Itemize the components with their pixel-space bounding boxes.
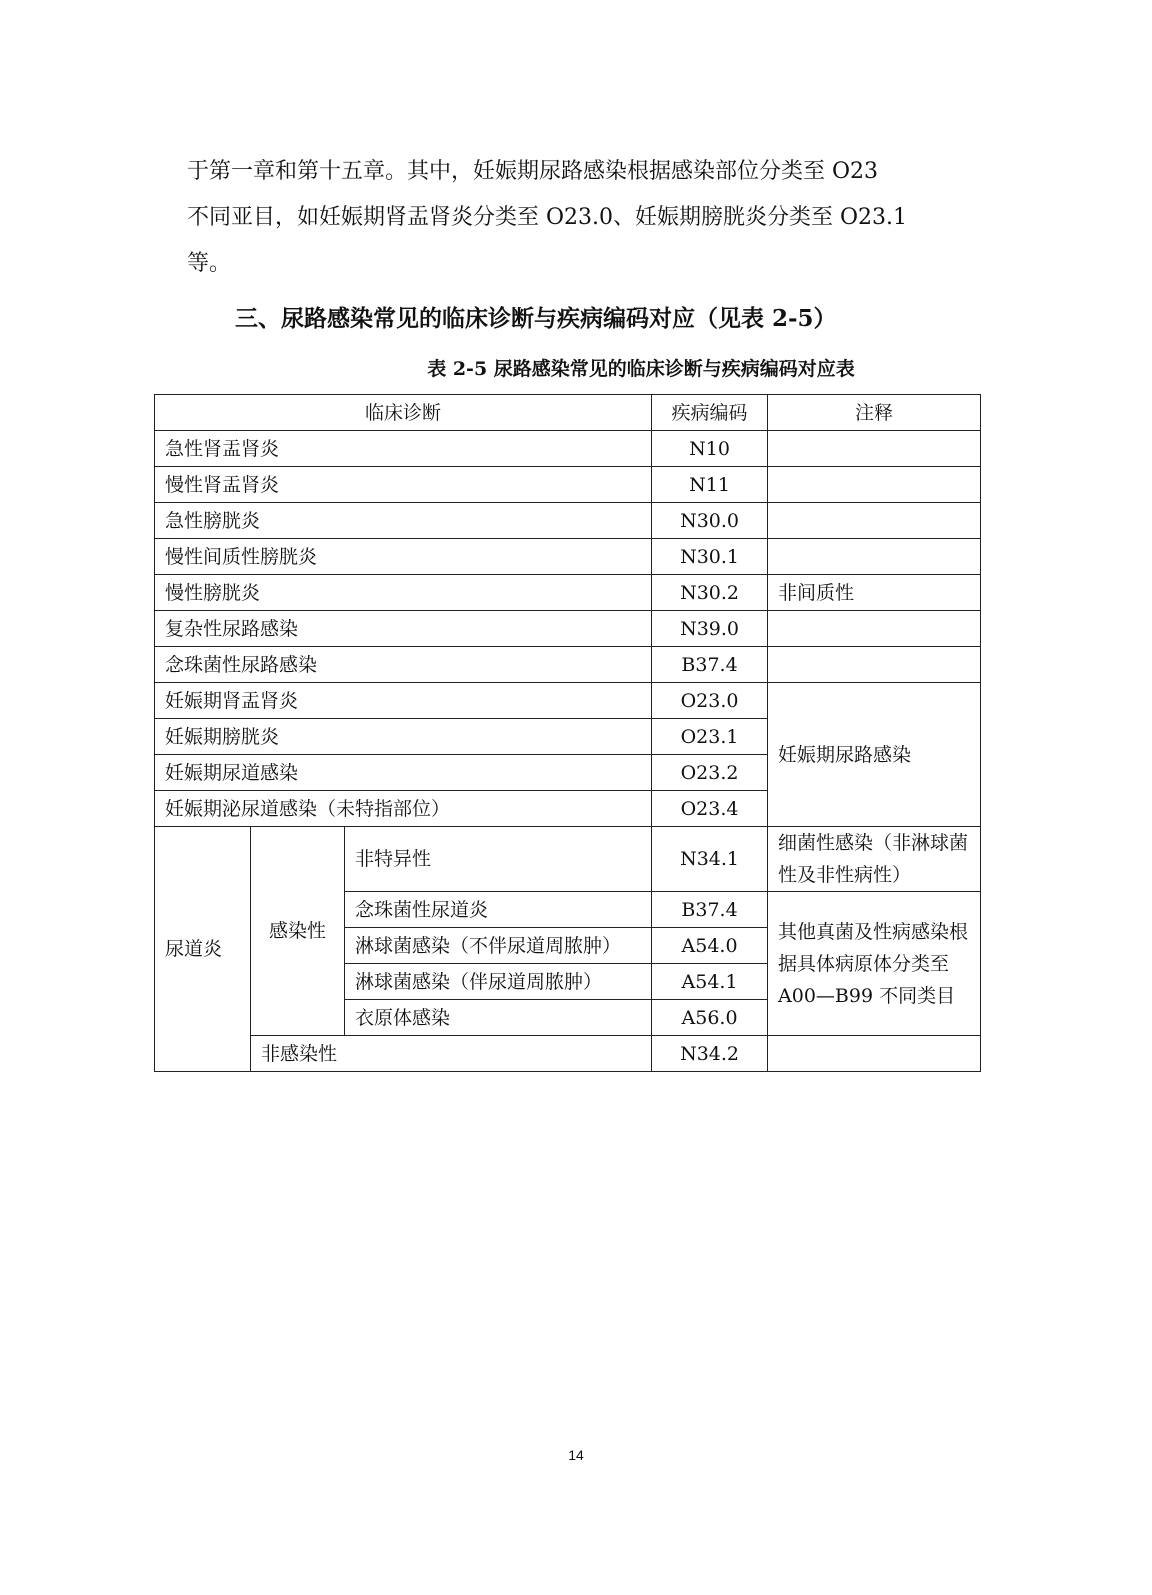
table-row (155, 683, 981, 719)
code-cell: A54.1 (652, 964, 768, 1000)
code-cell: A56.0 (652, 1000, 768, 1036)
code-cell: N10 (652, 431, 768, 467)
diagnosis-cell: 慢性膀胱炎 (155, 575, 652, 611)
header-diagnosis: 临床诊断 (155, 395, 652, 431)
note-cell: 非间质性 (768, 575, 981, 611)
code-cell: O23.1 (652, 719, 768, 755)
body-line: 于第一章和第十五章。其中，妊娠期尿路感染根据感染部位分类至 O23 (187, 159, 879, 184)
diagnosis-cell: 念珠菌性尿道炎 (345, 892, 652, 928)
diagnosis-cell: 妊娠期膀胱炎 (155, 719, 652, 755)
note-cell (768, 611, 981, 647)
code-cell: B37.4 (652, 647, 768, 683)
diagnosis-cell: 淋球菌感染（伴尿道周脓肿） (345, 964, 652, 1000)
table-row (155, 431, 981, 467)
header-code: 疾病编码 (652, 395, 768, 431)
code-cell: N34.2 (652, 1036, 768, 1072)
code-cell: N30.2 (652, 575, 768, 611)
code-cell: N30.1 (652, 539, 768, 575)
table-header-row (155, 395, 981, 431)
section-heading: 三、尿路感染常见的临床诊断与疾病编码对应（见表 2-5） (235, 305, 837, 332)
nonspecific-note-cell: 细菌性感染（非淋球菌性及非性病性） (768, 827, 981, 892)
table-row (155, 611, 981, 647)
body-line: 不同亚目，如妊娠期肾盂肾炎分类至 O23.0、妊娠期膀胱炎分类至 O23.1 (187, 205, 908, 230)
page-number: 14 (568, 1447, 584, 1463)
note-cell (768, 431, 981, 467)
diagnosis-cell: 慢性间质性膀胱炎 (155, 539, 652, 575)
urethritis-group-cell: 尿道炎 (155, 827, 251, 1072)
note-cell (768, 503, 981, 539)
diagnosis-cell: 淋球菌感染（不伴尿道周脓肿） (345, 928, 652, 964)
diagnosis-cell: 衣原体感染 (345, 1000, 652, 1036)
table-caption: 表 2-5 尿路感染常见的临床诊断与疾病编码对应表 (427, 358, 855, 380)
diagnosis-cell: 妊娠期泌尿道感染（未特指部位） (155, 791, 652, 827)
code-cell: O23.0 (652, 683, 768, 719)
diagnosis-cell: 妊娠期尿道感染 (155, 755, 652, 791)
diagnosis-cell: 复杂性尿路感染 (155, 611, 652, 647)
note-cell (768, 1036, 981, 1072)
body-paragraph (187, 149, 987, 287)
code-cell: N30.0 (652, 503, 768, 539)
header-note: 注释 (768, 395, 981, 431)
infectious-group-cell: 感染性 (251, 827, 345, 1036)
note-cell (768, 539, 981, 575)
code-cell: O23.4 (652, 791, 768, 827)
code-cell: N39.0 (652, 611, 768, 647)
code-cell: O23.2 (652, 755, 768, 791)
code-cell: N11 (652, 467, 768, 503)
pregnancy-note-cell: 妊娠期尿路感染 (768, 683, 981, 827)
diagnosis-cell: 急性膀胱炎 (155, 503, 652, 539)
note-cell (768, 467, 981, 503)
diagnosis-cell: 急性肾盂肾炎 (155, 431, 652, 467)
code-cell: A54.0 (652, 928, 768, 964)
table-row (155, 539, 981, 575)
diagnosis-cell: 非特异性 (345, 827, 652, 892)
body-line: 等。 (187, 251, 232, 276)
noninfectious-cell: 非感染性 (251, 1036, 652, 1072)
note-cell (768, 647, 981, 683)
table-row (155, 575, 981, 611)
code-cell: N34.1 (652, 827, 768, 892)
diagnosis-cell: 念珠菌性尿路感染 (155, 647, 652, 683)
diagnosis-code-table (154, 394, 981, 1072)
table-row (155, 827, 981, 892)
table-row (155, 1036, 981, 1072)
diagnosis-cell: 慢性肾盂肾炎 (155, 467, 652, 503)
other-note-cell: 其他真菌及性病感染根据具体病原体分类至 A00—B99 不同类目 (768, 892, 981, 1036)
table-row (155, 467, 981, 503)
table-row (155, 503, 981, 539)
table-row (155, 647, 981, 683)
diagnosis-cell: 妊娠期肾盂肾炎 (155, 683, 652, 719)
code-cell: B37.4 (652, 892, 768, 928)
